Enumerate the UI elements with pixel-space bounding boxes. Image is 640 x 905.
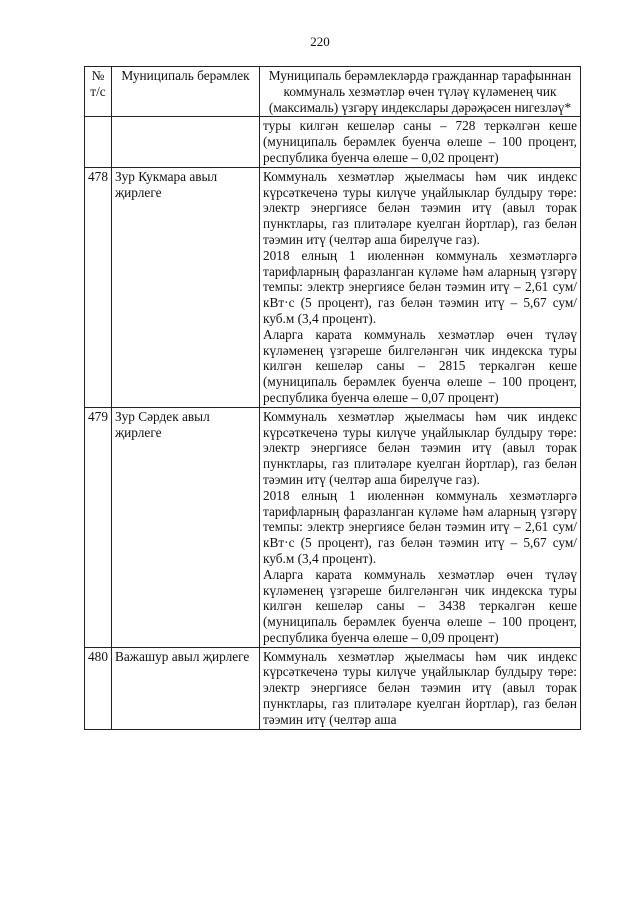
justification-paragraph: 2018 елның 1 июленнән коммуналь хезмәтләргә тарифларның фаразланган күләме һәм аларның үзгәрү темпы: электр энергиясе белән тәэмин итү – 2,61 сум/кВт·с (5 процент), газ белән тәэмин итү – 5,67 сум/куб.м (3,4 процент).: [263, 487, 577, 566]
justification-text: [260, 647, 581, 729]
justification-paragraph: Аларга карата коммуналь хезмәтләр өчен түләү күләменең үзгәреше билгеләнгән чик индекска туры килгән кешеләр саны – 2815 теркәлгән кеше (муниципаль берәмлек буенча өлеше – 100 процент, республика буенча өлеше – 0,07 процент): [263, 326, 577, 405]
page-number: 220: [310, 34, 330, 49]
row-number: [85, 117, 112, 167]
table-body: [85, 117, 581, 729]
municipality-name: Зур Кукмара авыл җирлеге: [112, 167, 260, 407]
justification-paragraph: 2018 елның 1 июленнән коммуналь хезмәтләргә тарифларның фаразланган күләме һәм аларның үзгәрү темпы: электр энергиясе белән тәэмин итү – 2,61 сум/кВт·с (5 процент), газ белән тәэмин итү – 5,67 сум/куб.м (3,4 процент).: [263, 247, 577, 326]
municipality-name: Важашур авыл җирлеге: [112, 647, 260, 729]
table-row: [85, 407, 581, 647]
municipality-name: Зур Сәрдек авыл җирлеге: [112, 407, 260, 647]
table-row: [85, 167, 581, 407]
row-number: 480: [85, 647, 112, 729]
justification-paragraph: туры килгән кешеләр саны – 728 теркәлгән кеше (муниципаль берәмлек буенча өлеше – 100 процент, республика буенча өлеше – 0,02 процент): [263, 118, 577, 165]
row-number: 479: [85, 407, 112, 647]
table-row: [85, 647, 581, 729]
table-row: [85, 117, 581, 167]
justification-text: [260, 117, 581, 167]
justification-paragraph: Аларга карата коммуналь хезмәтләр өчен түләү күләменең үзгәреше билгеләнгән чик индекска туры килгән кешеләр саны – 3438 теркәлгән кеше (муниципаль берәмлек буенча өлеше – 100 процент, республика буенча өлеше – 0,09 процент): [263, 566, 577, 645]
indexes-table: [84, 66, 581, 730]
justification-text: [260, 167, 581, 407]
justification-text: [260, 407, 581, 647]
header-number: № т/с: [85, 67, 112, 117]
justification-paragraph: Коммуналь хезмәтләр җыелмасы һәм чик индекс күрсәткеченә туры килүче уңайлыклар булдыру төре: электр энергиясе белән тәэмин итү (авыл торак пунктлары, газ плитәләре куелган йортлар), газ белән тәэмин итү (челтәр аша бирелүче газ).: [263, 168, 577, 247]
header-municipality: Муниципаль берәмлек: [112, 67, 260, 117]
justification-paragraph: Коммуналь хезмәтләр җыелмасы һәм чик индекс күрсәткеченә туры килүче уңайлыклар булдыру төре: электр энергиясе белән тәэмин итү (авыл торак пунктлары, газ плитәләре куелган йортлар), газ белән тәэмин итү (челтәр аша бирелүче газ).: [263, 408, 577, 487]
municipality-name: [112, 117, 260, 167]
row-number: 478: [85, 167, 112, 407]
header-justification: Муниципаль берәмлекләрдә гражданнар тарафыннан коммуналь хезмәтләр өчен түләү күләменең чик (максималь) үзгәрү индекслары дәрәҗәсен нигезләү*: [260, 67, 581, 117]
table-header-row: [85, 67, 581, 117]
justification-paragraph: Коммуналь хезмәтләр җыелмасы һәм чик индекс күрсәткеченә туры килүче уңайлыклар булдыру төре: электр энергиясе белән тәэмин итү (авыл торак пунктлары, газ плитәләре куелган йортлар), газ белән тәэмин итү (челтәр аша: [263, 648, 577, 727]
